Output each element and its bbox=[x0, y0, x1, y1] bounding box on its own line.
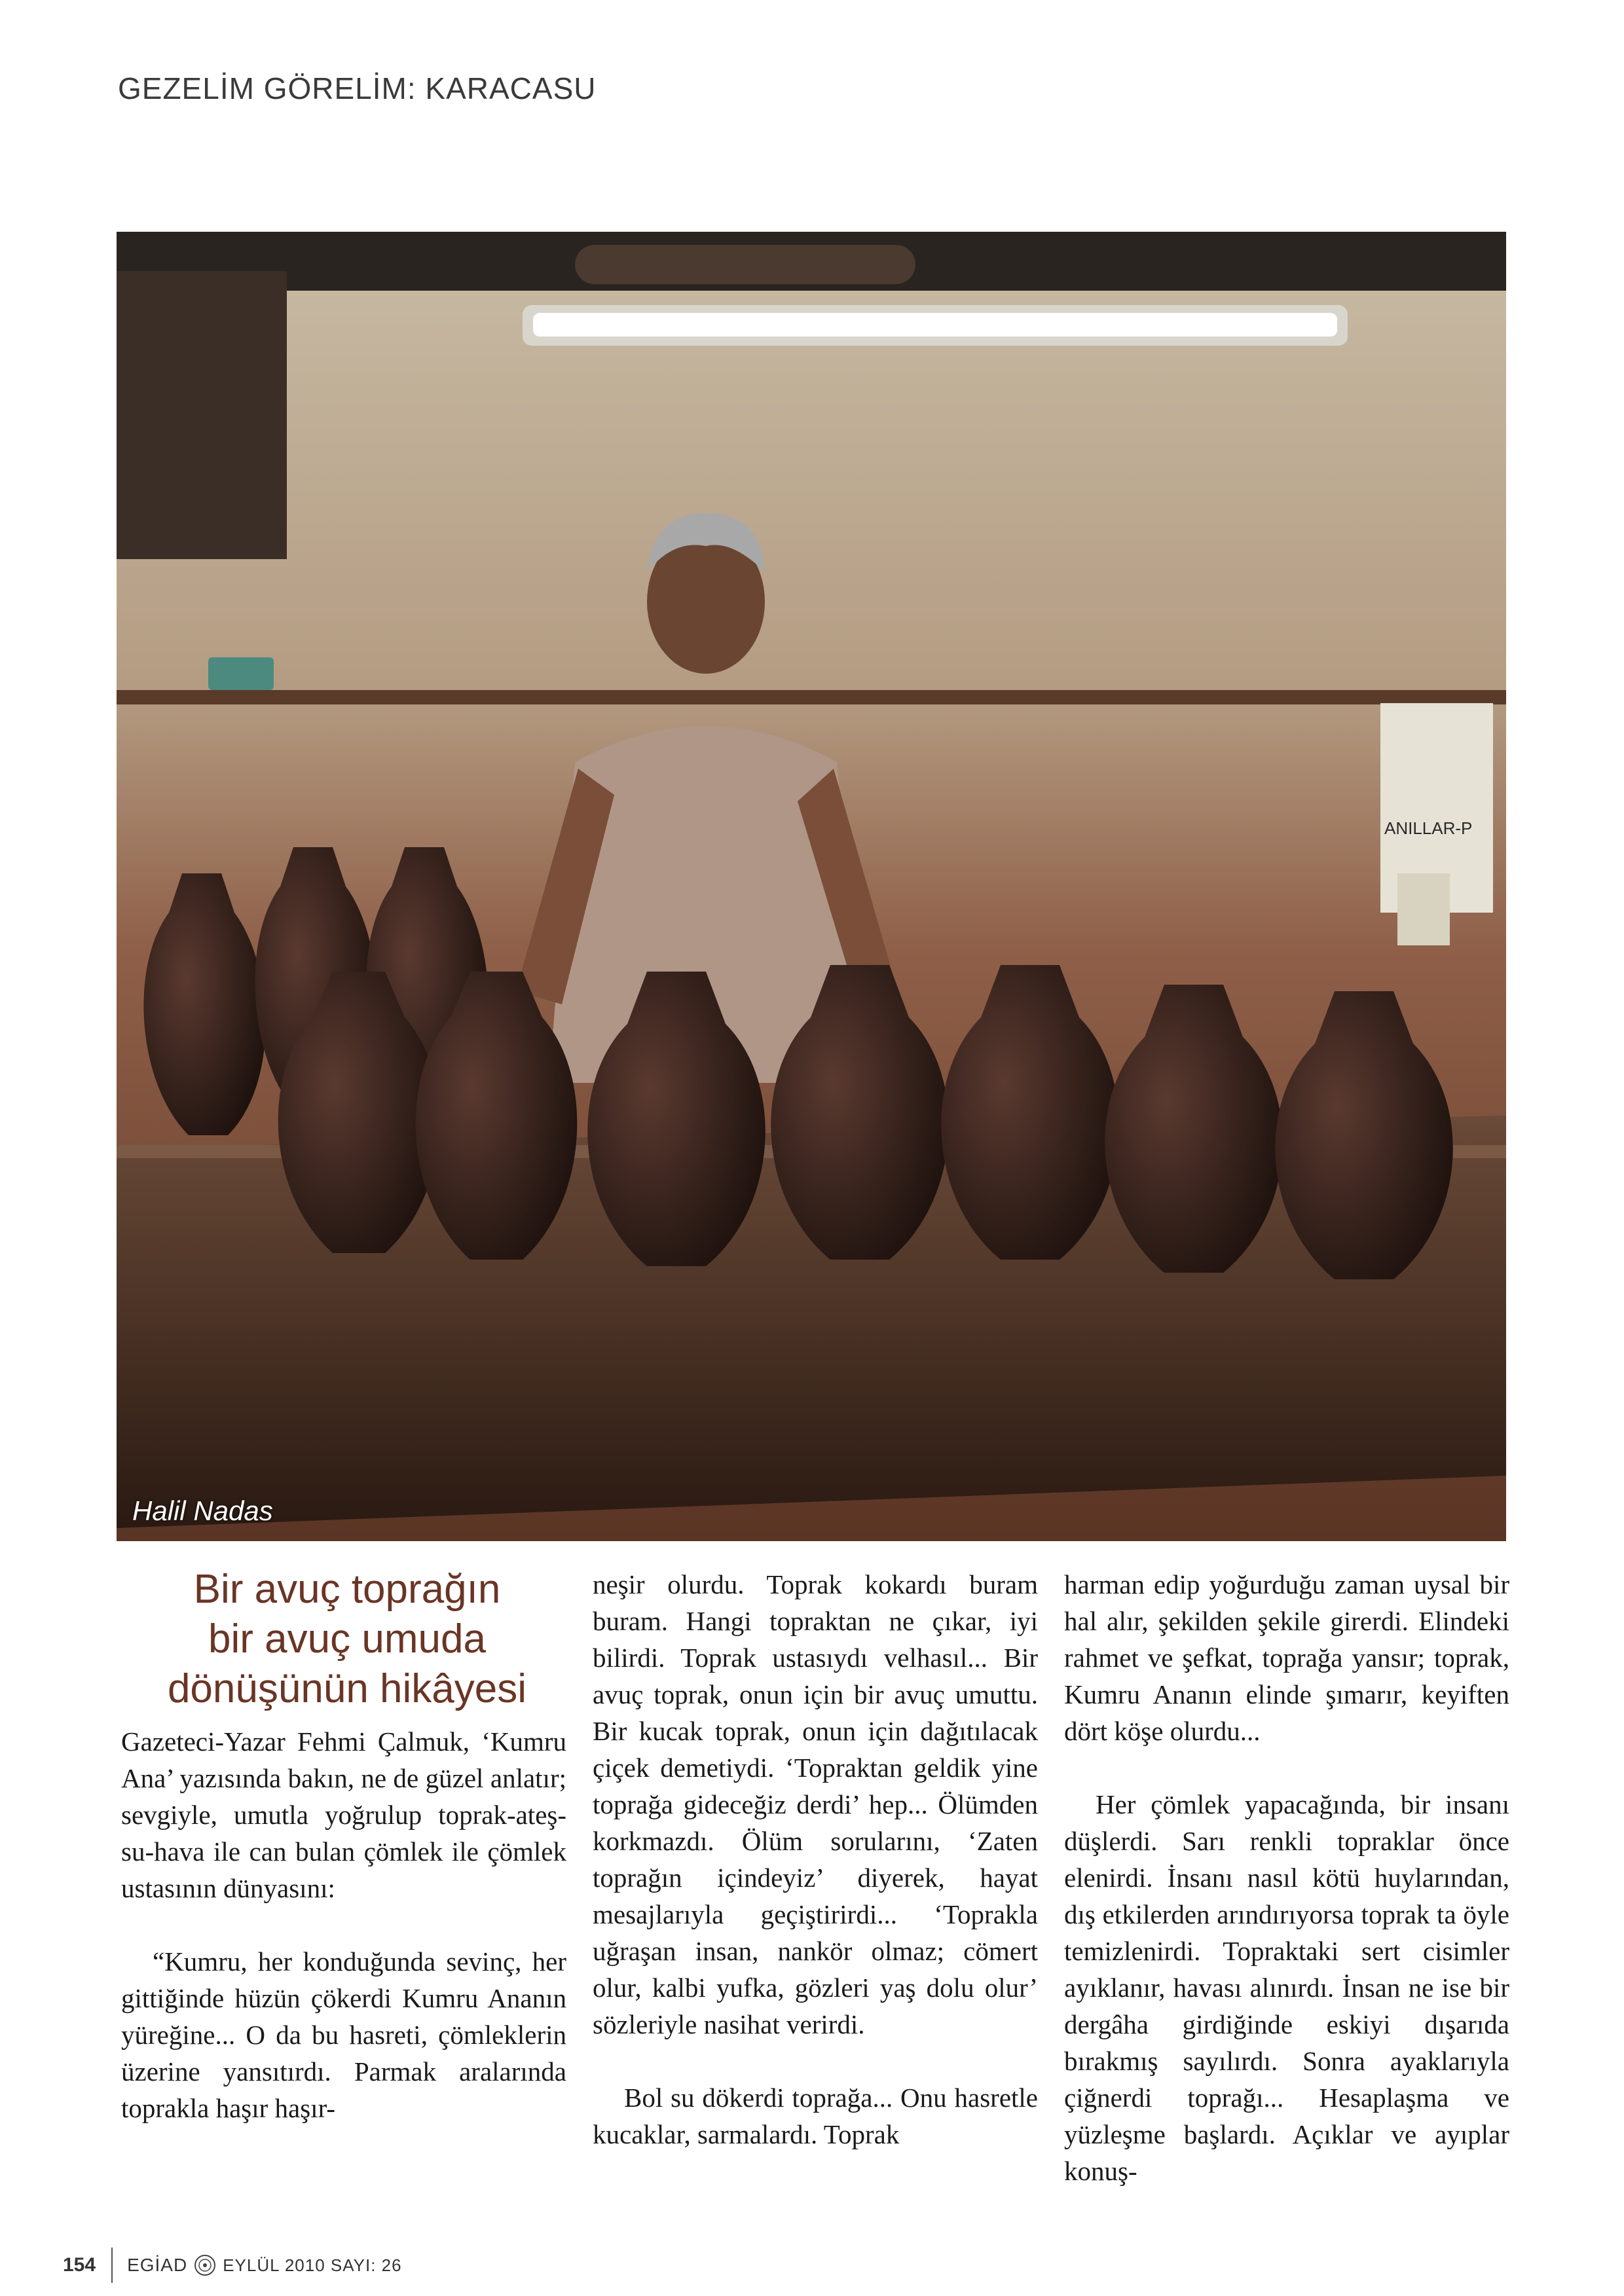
page-footer bbox=[63, 2246, 402, 2285]
left-shadow bbox=[117, 271, 287, 559]
article-headline bbox=[121, 1565, 573, 1714]
wall-poster-text: ANILLAR-P bbox=[1384, 818, 1473, 838]
wall-shelf bbox=[117, 690, 1506, 704]
wall-calendar bbox=[1397, 873, 1450, 945]
paragraph: Gazeteci-Yazar Fehmi Çalmuk, ‘Kumru Ana’ yazısında bakın, ne de güzel anlatır; sevgiyle, umutla yoğrulup toprak-ateş-su-hava ile can bulan çömlek ile çömlek ustasının dünyasını: bbox=[121, 1726, 566, 1903]
page-number: 154 bbox=[63, 2254, 96, 2276]
headline-line: bir avuç umuda bbox=[208, 1616, 486, 1662]
article-column-1 bbox=[121, 1723, 566, 2126]
brand-name: EGİAD bbox=[127, 2255, 188, 2275]
paragraph: harman edip yoğurduğu zaman uysal bir hal alır, şekilden şekile girerdi. Elindeki rahmet ve şefkat, toprağa yansır; toprak, Kumru Ananın elinde şımarır, keyiften dört köşe olurdu... bbox=[1064, 1569, 1509, 1746]
shelf-tin bbox=[208, 657, 274, 690]
potter-workshop-illustration bbox=[117, 232, 1506, 1541]
photo-credit: Halil Nadas bbox=[132, 1495, 273, 1526]
headline-line: dönüşünün hikâyesi bbox=[167, 1666, 527, 1711]
article-column-2 bbox=[593, 1566, 1038, 2153]
footer-divider bbox=[111, 2248, 113, 2283]
headline-line: Bir avuç toprağın bbox=[193, 1567, 501, 1612]
brand-logo-icon bbox=[194, 2254, 216, 2276]
paragraph: Bol su dökerdi toprağa... Onu hasretle kucaklar, sarmalardı. Toprak bbox=[593, 2083, 1038, 2149]
ceiling-beam bbox=[575, 245, 915, 284]
article-photo bbox=[117, 232, 1506, 1541]
paragraph: Her çömlek yapacağında, bir insanı düşlerdi. Sarı renkli topraklar önce elenirdi. İnsanı nasıl kötü huylarından, dış etkilerden arındırıyorsa toprak ta öyle temizlenirdi. Topraktaki sert cisimler ayıklanır, havası alınırdı. İnsan ne ise bir dergâha girdiğinde eskiyi dışarıda bırakmış sayılırdı. Sonra ayaklarıyla çiğnerdi toprağı... Hesaplaşma ve yüzleşme başlardı. Açıklar ve ayıplar konuş- bbox=[1064, 1789, 1509, 2186]
section-title: GEZELİM GÖRELİM: KARACASU bbox=[118, 71, 597, 105]
article-column-3 bbox=[1064, 1566, 1509, 2189]
paragraph: “Kumru, her konduğunda sevinç, her gittiğinde hüzün çökerdi Kumru Ananın yüreğine... O da bu hasreti, çömleklerin üzerine yansıtırdı. Parmak aralarında toprakla haşır haşır- bbox=[121, 1946, 566, 2123]
paragraph: neşir olurdu. Toprak kokardı buram buram. Hangi topraktan ne çıkar, iyi bilirdi. Toprak ustasıydı velhasıl... Bir avuç toprak, onun için bir avuç umuttu. Bir kucak toprak, onun için dağıtılacak çiçek demetiydi. ‘Topraktan geldik yine toprağa gideceğiz derdi’ hep... Ölümden korkmazdı. Ölüm sorularını, ‘Zaten toprağın içindeyiz’ diyerek, hayat mesajlarıyla geçiştirirdi... ‘Toprakla uğraşan insan, nankör olmaz; cömert olur, kalbi yufka, gözleri yaş dolu olur’ sözleriyle nasihat verirdi. bbox=[593, 1569, 1038, 2039]
fluorescent-tube bbox=[533, 313, 1337, 337]
issue-info: EYLÜL 2010 SAYI: 26 bbox=[223, 2255, 402, 2275]
